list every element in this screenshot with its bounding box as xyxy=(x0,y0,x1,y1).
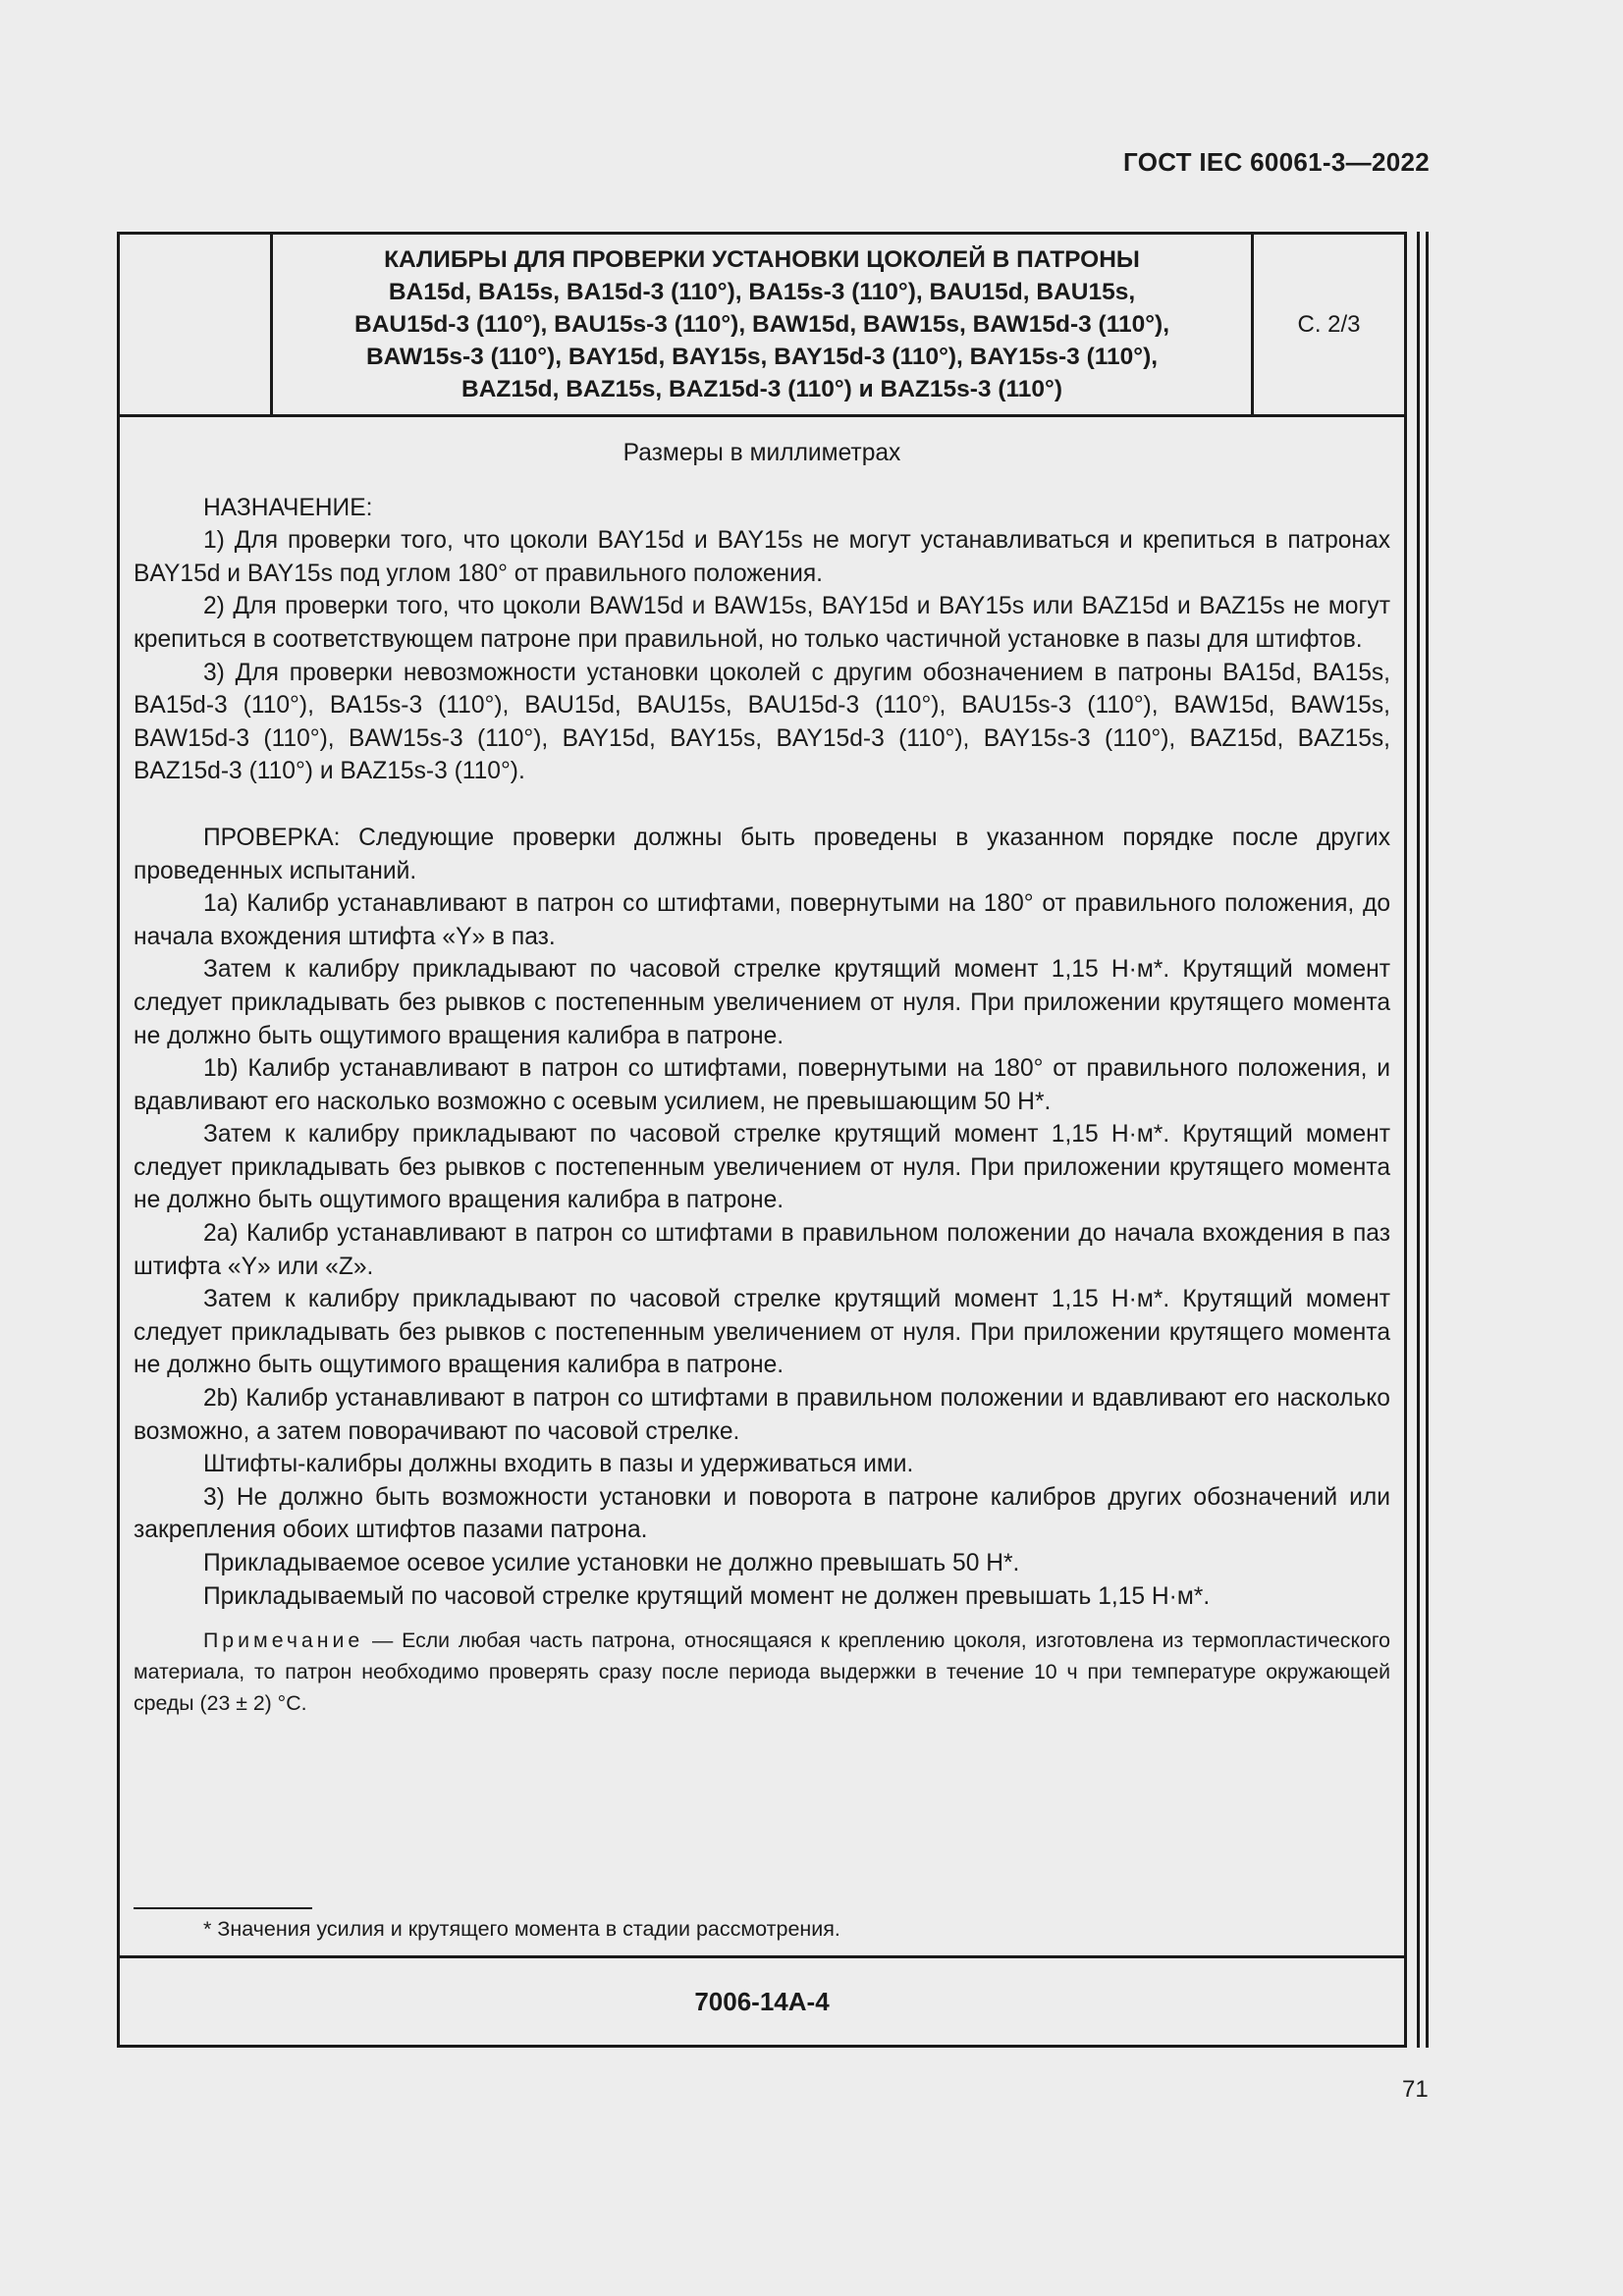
note-label: Примечание xyxy=(203,1629,364,1653)
sheet-id: 7006-14A-4 xyxy=(694,1986,830,2016)
check-item: 1a) Калибр устанавливают в патрон со штифтами, повернутыми на 180° от правильного положения, до начала вхождения штифта «Y» в паз. xyxy=(134,890,1390,950)
check-item: 3) Не должно быть возможности установки и поворота в патроне калибров других обозначений или закрепления обоих штифтов пазами патрона. xyxy=(134,1483,1390,1544)
check-item: Прикладываемый по часовой стрелке крутящий момент не должен превышать 1,15 Н·м*. xyxy=(203,1582,1211,1610)
check-item: Затем к калибру прикладывают по часовой стрелке крутящий момент 1,15 Н·м*. Крутящий момент следует прикладывать без рывков с постепенным увеличением от нуля. При приложении крутящего момента не должно быть ощутимого вращения калибра в патроне. xyxy=(134,956,1390,1049)
document-code: ГОСТ IEC 60061-3—2022 xyxy=(1123,147,1430,177)
check-item: Затем к калибру прикладывают по часовой стрелке крутящий момент 1,15 Н·м*. Крутящий момент следует прикладывать без рывков с постепенным увеличением от нуля. При приложении крутящего момента не должно быть ощутимого вращения калибра в патроне. xyxy=(134,1286,1390,1379)
check-intro: ПРОВЕРКА: Следующие проверки должны быть проведены в указанном порядке после других проведенных испытаний. xyxy=(134,824,1390,884)
check-item: 2b) Калибр устанавливают в патрон со штифтами в правильном положении и вдавливают его насколько возможно, а затем поворачивают по часовой стрелке. xyxy=(134,1385,1390,1445)
note-text: — Если любая часть патрона, относящаяся к креплению цоколя, изготовлена из термопластического материала, то патрон необходимо проверять сразу после периода выдержки в течение 10 ч при температуре окружающей среды (23 ± 2) °С. xyxy=(134,1629,1390,1716)
gauge-sheet-frame xyxy=(117,232,1407,2048)
footnote-rule xyxy=(134,1907,312,1909)
check-item: 2a) Калибр устанавливают в патрон со штифтами в правильном положении до начала вхождения в паз штифта «Y» или «Z». xyxy=(134,1220,1390,1280)
title-line: BAW15s-3 (110°), BAY15d, BAY15s, BAY15d-3 (110°), BAY15s-3 (110°), xyxy=(365,344,1159,370)
footnote: * Значения усилия и крутящего момента в стадии рассмотрения. xyxy=(203,1917,840,1941)
purpose-heading: НАЗНАЧЕНИЕ: xyxy=(203,494,373,521)
frame-side-line xyxy=(1417,232,1420,2048)
title-line: BAZ15d, BAZ15s, BAZ15d-3 (110°) и BAZ15s-3 (110°) xyxy=(461,376,1062,402)
title-line: КАЛИБРЫ ДЛЯ ПРОВЕРКИ УСТАНОВКИ ЦОКОЛЕЙ В ПАТРОНЫ xyxy=(384,246,1140,273)
units-caption: Размеры в миллиметрах xyxy=(622,440,901,466)
title-line: BAU15d-3 (110°), BAU15s-3 (110°), BAW15d, BAW15s, BAW15d-3 (110°), xyxy=(354,311,1169,338)
frame-side-line xyxy=(1426,232,1429,2048)
title-line: BA15d, BA15s, BA15d-3 (110°), BA15s-3 (110°), BAU15d, BAU15s, xyxy=(388,279,1136,305)
sheet-header xyxy=(120,235,1404,417)
purpose-item: 2) Для проверки того, что цоколи BAW15d и BAW15s, BAY15d и BAY15s или BAZ15d и BAZ15s не могут крепиться в соответствующем патроне при правильной, но только частичной установке в пазы для штифтов. xyxy=(134,593,1390,653)
check-item: Затем к калибру прикладывают по часовой стрелке крутящий момент 1,15 Н·м*. Крутящий момент следует прикладывать без рывков с постепенным увеличением от нуля. При приложении крутящего момента не должно быть ощутимого вращения калибра в патроне. xyxy=(134,1121,1390,1214)
purpose-item: 3) Для проверки невозможности установки цоколей с другим обозначением в патроны BA15d, BA15s, BA15d-3 (110°), BA15s-3 (110°), BAU15d, BAU15s, BAU15d-3 (110°), BAU15s-3 (110°), BAW15d, BAW15s, BAW15d-3 (110°), BAW15s-3 (110°), BAY15d, BAY15s, BAY15d-3 (110°), BAY15s-3 (110°), BAZ15d, BAZ15s, BAZ15d-3 (110°) и BAZ15s-3 (110°). xyxy=(134,659,1390,785)
purpose-item: 1) Для проверки того, что цоколи BAY15d и BAY15s не могут устанавливаться и крепиться в патронах BAY15d и BAY15s под углом 180° от правильного положения. xyxy=(134,527,1390,587)
check-item: Прикладываемое осевое усилие установки не должно превышать 50 Н*. xyxy=(203,1550,1020,1576)
page-number: 71 xyxy=(1402,2076,1429,2103)
check-item: Штифты-калибры должны входить в пазы и удерживаться ими. xyxy=(203,1451,914,1478)
sheet-number: С. 2/3 xyxy=(1297,310,1361,338)
sheet-title xyxy=(273,235,1254,414)
header-blank-cell xyxy=(120,235,273,414)
note xyxy=(134,1625,1390,1719)
check-item: 1b) Калибр устанавливают в патрон со штифтами, повернутыми на 180° от правильного положения, и вдавливают его насколько возможно с осевым усилием, не превышающим 50 Н*. xyxy=(134,1055,1390,1115)
sheet-content xyxy=(134,417,1390,1739)
